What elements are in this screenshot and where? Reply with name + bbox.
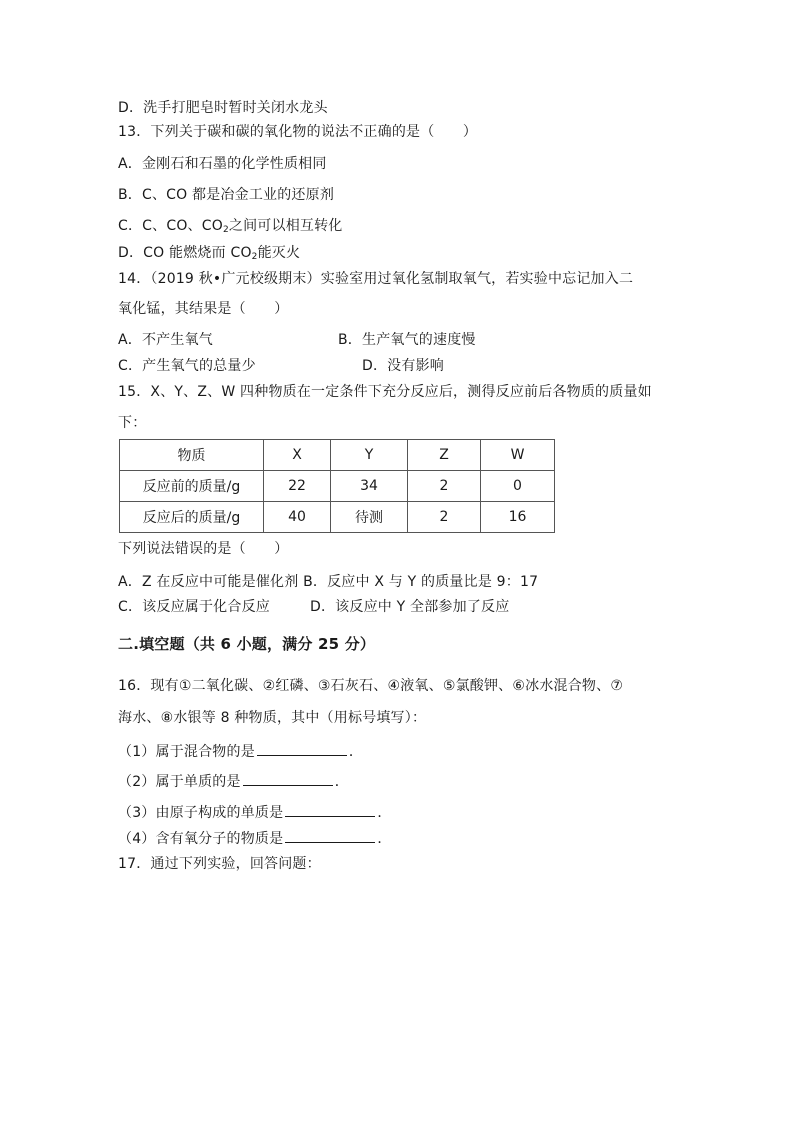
q13-option-a: A．金刚石和石墨的化学性质相同	[118, 156, 327, 172]
q14-option-a: A．不产生氧气	[118, 332, 213, 348]
q13-option-d-post: 能灭火	[257, 245, 301, 261]
table-cell: 待测	[331, 502, 408, 533]
table-header-cell: Z	[408, 440, 481, 471]
section-heading: 二.填空题（共 6 小题，满分 25 分）	[118, 635, 376, 653]
table-row	[120, 471, 555, 502]
mass-table	[119, 439, 555, 533]
q16-stem-line2: 海水、⑧水银等 8 种物质，其中（用标号填写）：	[118, 710, 427, 726]
q15-question: 下列说法错误的是（ ）	[118, 541, 289, 557]
q12-option-d: D．洗手打肥皂时暂时关闭水龙头	[118, 100, 328, 116]
q14-stem-line1: 14．（2019 秋•广元校级期末）实验室用过氧化氢制取氧气，若实验中忘记加入二	[118, 271, 634, 287]
q15-option-ab: A．Z 在反应中可能是催化剂 B．反应中 X 与 Y 的质量比是 9：17	[118, 574, 539, 590]
q16-sub4-label: （4）含有氧分子的物质是	[118, 831, 284, 847]
q16-stem-line1: 16．现有①二氧化碳、②红磷、③石灰石、④液氧、⑤氯酸钾、⑥冰水混合物、⑦	[118, 678, 624, 694]
table-cell: 34	[331, 471, 408, 502]
table-cell: 反应后的质量/g	[120, 502, 264, 533]
q16-sub1	[118, 741, 363, 761]
q15-option-d: D．该反应中 Y 全部参加了反应	[310, 599, 510, 615]
q16-sub3	[118, 802, 392, 822]
table-row	[120, 502, 555, 533]
subscript: 2	[222, 225, 229, 235]
table-header-row	[120, 440, 555, 471]
q13-option-c-pre: C．C、CO、CO	[118, 218, 223, 234]
period: ．	[348, 744, 364, 760]
q17-stem: 17．通过下列实验，回答问题：	[118, 856, 321, 872]
q14-stem-line2: 氧化锰，其结果是（ ）	[118, 301, 289, 317]
q13-option-b: B．C、CO 都是冶金工业的还原剂	[118, 187, 335, 203]
q13-option-c	[118, 217, 343, 235]
q15-option-c: C．该反应属于化合反应	[118, 599, 270, 615]
table-header-cell: Y	[331, 440, 408, 471]
q13-option-c-post: 之间可以相互转化	[228, 218, 343, 234]
table-header-cell: W	[481, 440, 555, 471]
answer-blank[interactable]	[285, 828, 375, 843]
table-cell: 16	[481, 502, 555, 533]
subscript: 2	[251, 252, 258, 262]
period: ．	[334, 774, 349, 790]
q15-stem-line2: 下：	[118, 415, 147, 431]
q13-stem: 13．下列关于碳和碳的氧化物的说法不正确的是（ ）	[118, 124, 478, 140]
q14-option-c: C．产生氧气的总量少	[118, 358, 256, 374]
table-header-cell: 物质	[120, 440, 264, 471]
period: ．	[377, 831, 392, 847]
table-cell: 反应前的质量/g	[120, 471, 264, 502]
q13-option-d-pre: D．CO 能燃烧而 CO	[118, 245, 252, 261]
q16-sub3-label: （3）由原子构成的单质是	[118, 805, 284, 821]
table-cell: 2	[408, 502, 481, 533]
period: ．	[377, 805, 392, 821]
q16-sub2	[118, 771, 349, 791]
table-header-cell: X	[264, 440, 331, 471]
q16-sub1-label: （1）属于混合物的是	[118, 744, 255, 760]
table-cell: 2	[408, 471, 481, 502]
table-cell: 22	[264, 471, 331, 502]
table-cell: 0	[481, 471, 555, 502]
q16-sub4	[118, 828, 392, 848]
q14-option-d: D．没有影响	[362, 358, 444, 374]
answer-blank[interactable]	[285, 802, 375, 817]
q13-option-d	[118, 244, 300, 262]
answer-blank[interactable]	[257, 741, 347, 756]
table-cell: 40	[264, 502, 331, 533]
q16-sub2-label: （2）属于单质的是	[118, 774, 241, 790]
q15-stem-line1: 15．X、Y、Z、W 四种物质在一定条件下充分反应后，测得反应前后各物质的质量如	[118, 384, 652, 400]
q14-option-b: B．生产氧气的速度慢	[338, 332, 476, 348]
answer-blank[interactable]	[243, 771, 333, 786]
